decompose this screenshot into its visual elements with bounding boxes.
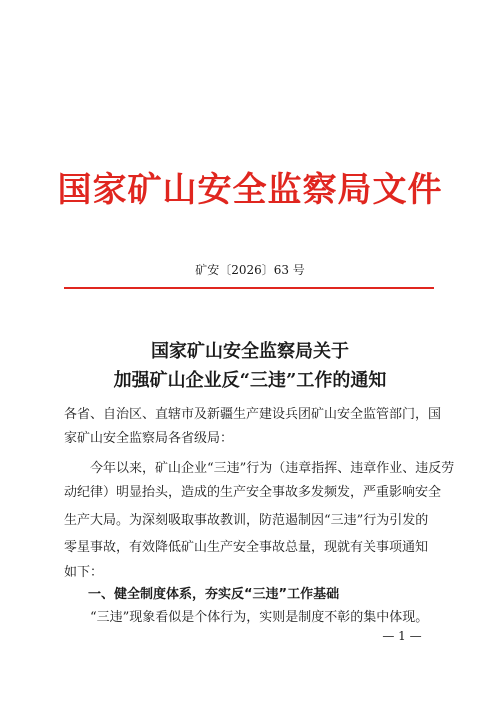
body-line-5: 生产大局。为深刻吸取事故教训，防范遏制因“三违”行为引发的 bbox=[64, 513, 429, 528]
body-line-3: 今年以来，矿山企业“三违”行为（违章指挥、违章作业、违反劳 bbox=[64, 461, 455, 476]
document-number: 矿安〔2026〕63 号 bbox=[195, 263, 305, 277]
notice-title-line1: 国家矿山安全监察局关于 bbox=[151, 341, 349, 362]
section-heading-1: 一、健全制度体系，夯实反“三违”工作基础 bbox=[88, 587, 340, 602]
header-divider-line bbox=[64, 287, 434, 289]
section-1-line-1: “三违”现象看似是个体行为，实则是制度不彰的集中体现。 bbox=[64, 610, 429, 625]
body-line-1: 各省、自治区、直辖市及新疆生产建设兵团矿山安全监管部门，国 bbox=[64, 407, 442, 422]
notice-title-line2: 加强矿山企业反“三违”工作的通知 bbox=[113, 370, 387, 391]
body-line-4: 动纪律）明显抬头，造成的生产安全事故多发频发，严重影响安全 bbox=[64, 485, 442, 500]
body-line-7: 如下： bbox=[64, 565, 104, 580]
body-line-2: 家矿山安全监察局各省级局： bbox=[64, 431, 234, 446]
document-header-title: 国家矿山安全监察局文件 bbox=[57, 170, 443, 210]
body-line-6: 零星事故，有效降低矿山生产安全事故总量，现就有关事项通知 bbox=[64, 540, 429, 555]
page-number: — 1 — bbox=[382, 629, 422, 643]
